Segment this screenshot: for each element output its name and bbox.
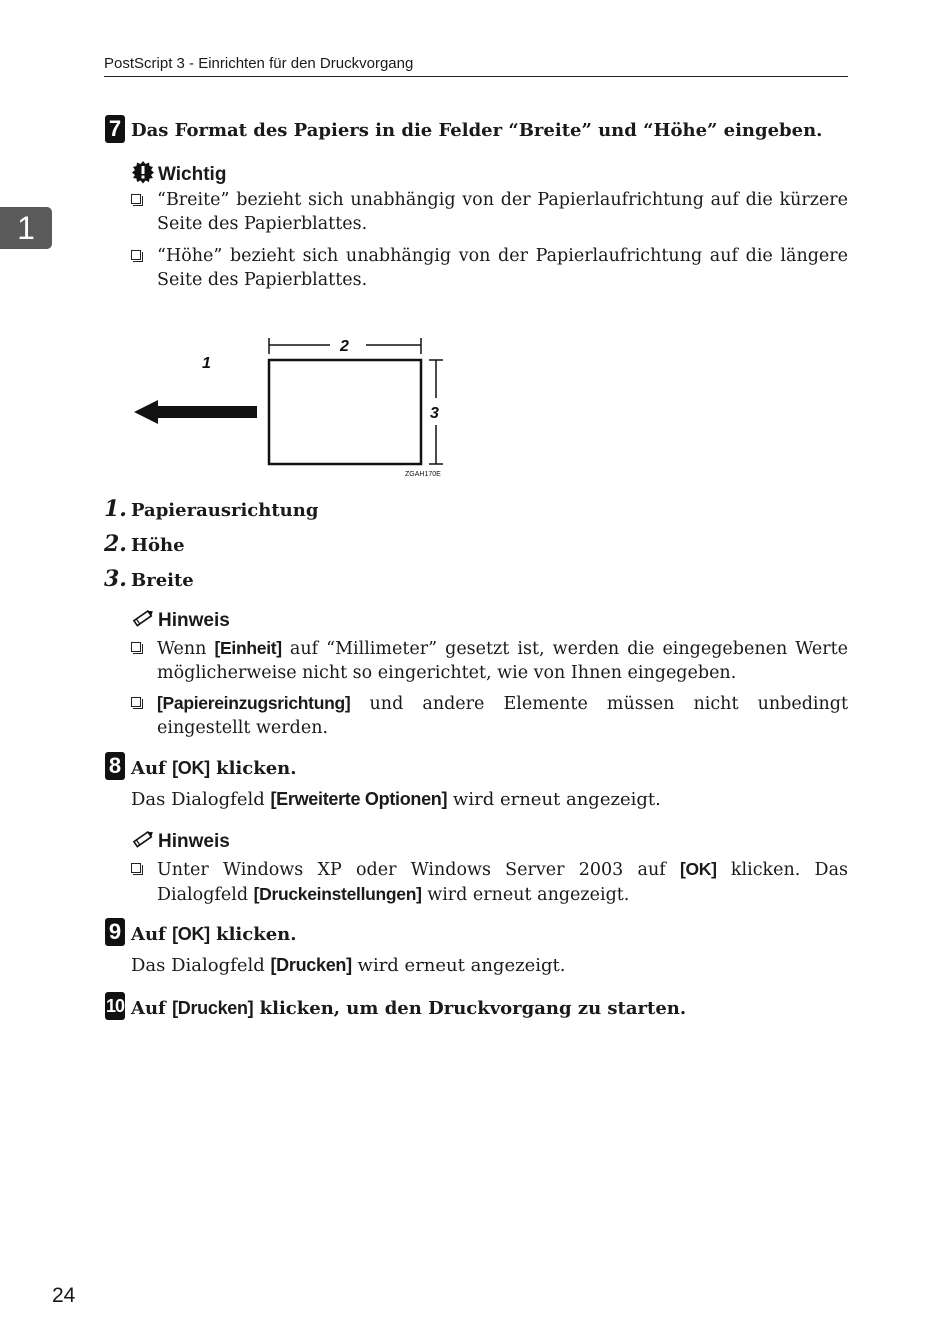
ui-label-papiereinzugsrichtung: [Papiereinzugsrichtung]: [157, 693, 351, 713]
checkbox-icon: [131, 697, 141, 707]
callout-2: 2: [340, 338, 349, 355]
note-heading: Hinweis: [131, 829, 230, 855]
step-9-body: Das Dialogfeld [Drucken] wird erneut angezeigt.: [131, 955, 566, 976]
step-9-title: Auf [OK] klicken.: [131, 924, 297, 945]
ui-label-drucken: [Drucken]: [270, 955, 352, 975]
legend-item-1: 1. Papierausrichtung: [104, 496, 319, 522]
step-10-number: 10: [105, 992, 125, 1020]
running-header: PostScript 3 - Einrichten für den Druckvorgang: [104, 55, 414, 72]
important-heading: Wichtig: [131, 160, 226, 190]
page-number: 24: [52, 1284, 76, 1307]
pencil-icon: [131, 608, 155, 634]
ui-label-druckeinstellungen: [Druckeinstellungen]: [253, 884, 422, 904]
callout-1: 1: [202, 355, 211, 372]
step-8-number: 8: [105, 752, 125, 780]
ui-label-ok: [OK]: [172, 758, 210, 778]
legend-item-2: 2. Höhe: [104, 531, 185, 557]
checkbox-icon: [131, 250, 141, 260]
ui-label-ok: [OK]: [172, 924, 210, 944]
ui-label-ok: [OK]: [679, 859, 717, 879]
important-icon: [131, 160, 155, 190]
checkbox-icon: [131, 863, 141, 873]
note-item-xp: Unter Windows XP oder Windows Server 2003 auf [OK] klicken. Das Dialogfeld [Druckeinstellungen] wird erneut angezeigt.: [131, 857, 848, 907]
callout-3: 3: [430, 405, 439, 422]
note-item-2: [Papiereinzugsrichtung] und andere Elemente müssen nicht unbedingt eingestellt werden.: [131, 691, 848, 740]
pencil-icon: [131, 829, 155, 855]
paper-sheet: [269, 360, 421, 464]
feed-direction-arrow-icon: [134, 400, 257, 424]
figure-code: ZGAH170E: [405, 471, 441, 478]
checkbox-icon: [131, 194, 141, 204]
important-item-2: “Höhe” bezieht sich unabhängig von der Papierlaufrichtung auf die längere Seite des Papierblattes.: [131, 244, 848, 292]
step-9-number: 9: [105, 918, 125, 946]
note-heading: Hinweis: [131, 608, 230, 634]
step-8-body: Das Dialogfeld [Erweiterte Optionen] wird erneut angezeigt.: [131, 789, 661, 810]
important-item-1: “Breite” bezieht sich unabhängig von der Papierlaufrichtung auf die kürzere Seite des Papierblattes.: [131, 188, 848, 236]
checkbox-icon: [131, 642, 141, 652]
ui-label-drucken: [Drucken]: [172, 998, 254, 1018]
note-item-1: Wenn [Einheit] auf “Millimeter” gesetzt ist, werden die eingegebenen Werte möglicherweise nicht so eingerichtet, wie von Ihnen eingegeben.: [131, 636, 848, 685]
step-10-title: Auf [Drucken] klicken, um den Druckvorgang zu starten.: [131, 998, 687, 1019]
legend-item-3: 3. Breite: [104, 566, 194, 592]
step-8-title: Auf [OK] klicken.: [131, 758, 297, 779]
header-rule: [104, 76, 848, 77]
step-7-number: 7: [105, 115, 125, 143]
ui-label-erweiterte-optionen: [Erweiterte Optionen]: [270, 789, 448, 809]
chapter-tab: 1: [0, 207, 52, 249]
ui-label-einheit: [Einheit]: [214, 638, 282, 658]
step-7-title: Das Format des Papiers in die Felder “Breite” und “Höhe” eingeben.: [131, 120, 823, 141]
paper-orientation-figure: [120, 330, 460, 485]
